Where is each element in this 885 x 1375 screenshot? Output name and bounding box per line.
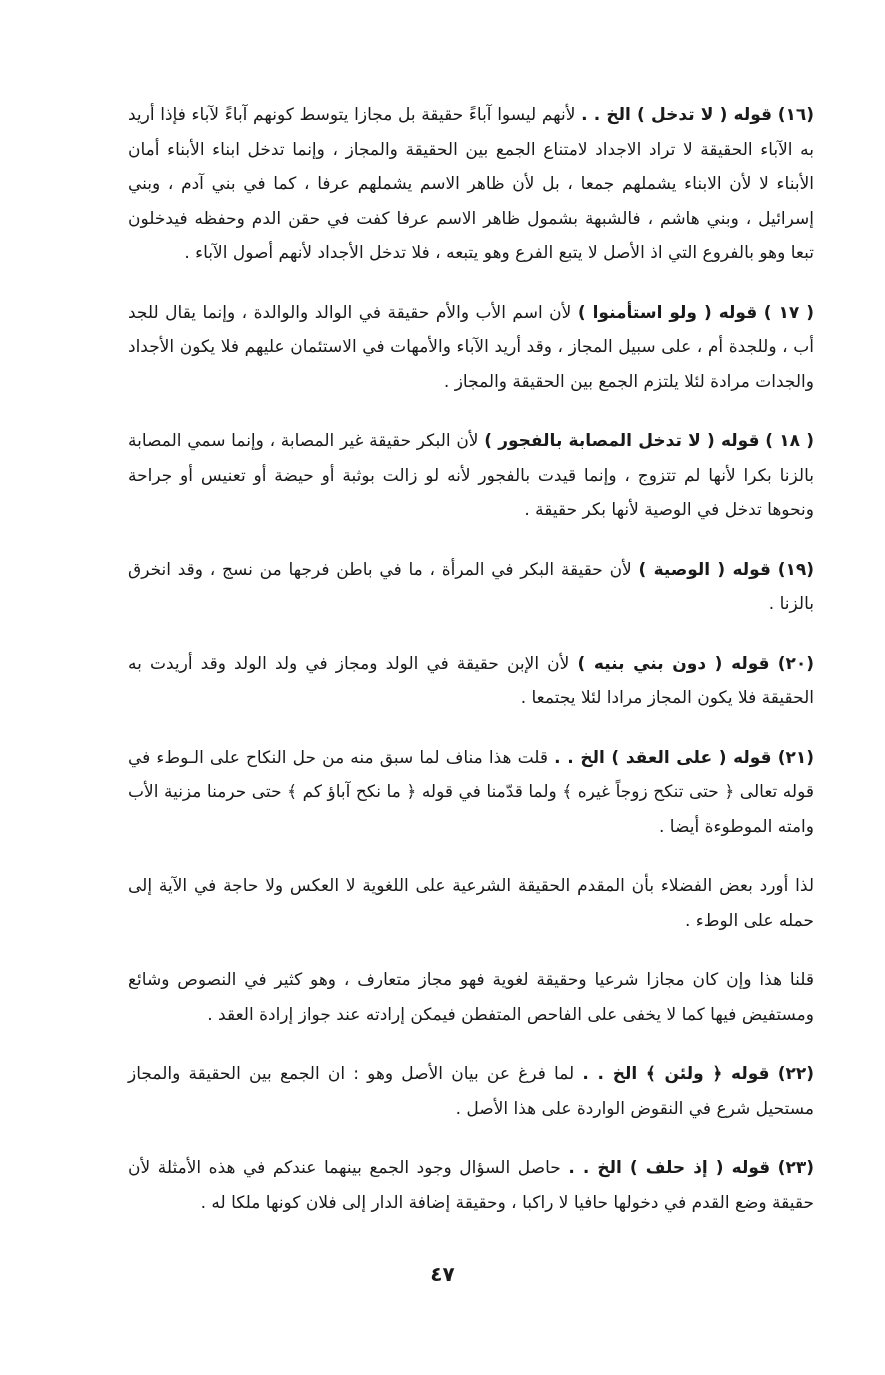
note-lead: قوله ( الوصية ) (638, 559, 771, 580)
note-lead: قوله ( ولو استأمنوا ) (577, 302, 758, 323)
note-number: (١٩) (777, 559, 815, 580)
paragraph-21 (128, 741, 814, 845)
note-lead: قوله ( دون بني بنيه ) (577, 653, 770, 674)
note-text: حاصل السؤال وجود الجمع بينهما عندكم في هذه الأمثلة لأن حقيقة وضع القدم في دخولها حافيا لا راكبا ، وحقيقة إضافة الدار إلى فلان كونها ملكا له . (128, 1158, 814, 1213)
note-lead: قوله ( لا تدخل المصابة بالفجور ) (484, 431, 760, 451)
paragraph-18 (128, 424, 814, 528)
paragraph-16 (128, 98, 814, 271)
note-text: قلت هذا مناف لما سبق منه من حل النكاح على الـوطء في قوله تعالى ﴿ حتى تنكح زوجاً غيره ﴾ ولما قدّمنا في قوله ﴿ ما نكح آباؤ كم ﴾ حتى حرمنا مزنية الأب وامته الموطوءة أيضا . (128, 747, 814, 837)
note-text: قلنا هذا وإن كان مجازا شرعيا وحقيقة لغوية فهو مجاز متعارف ، وهو كثير في النصوص وشائع ومستفيض فيها كما لا يخفى على الفاحص المتفطن فيمكن إرادته عند جواز إرادة العقد . (128, 970, 814, 1025)
note-lead: قوله ( على العقد ) الخ . . (554, 747, 772, 768)
paragraph-21-reply (128, 963, 814, 1032)
note-lead: قوله ( إذ حلف ) الخ . . (568, 1158, 771, 1178)
note-text: لأن الإبن حقيقة في الولد ومجاز في ولد الولد وقد أريدت به الحقيقة فلا يكون المجاز مرادا لئلا يجتمعا . (128, 653, 814, 708)
note-text: لأن حقيقة البكر في المرأة ، ما في باطن فرجها من نسج ، وقد انخرق بالزنا . (128, 559, 814, 614)
note-number: ( ١٨ ) (765, 431, 815, 451)
note-text: لأن البكر حقيقة غير المصابة ، وإنما سمي المصابة بالزنا بكرا لأنها لم تتزوج ، وإنما قيدت بالفجور لأنه لو زالت بوثبة أو حيضة أو تعنيس أو جراحة ونحوها تدخل في الوصية لأنها بكر حقيقة . (128, 431, 814, 520)
note-lead: قوله ( لا تدخل ) الخ . . (581, 105, 773, 125)
note-number: (١٦) (777, 105, 815, 125)
note-text: لذا أورد بعض الفضلاء بأن المقدم الحقيقة الشرعية على اللغوية لا العكس ولا حاجة في الآية إلى حمله على الوطء . (128, 876, 814, 931)
note-text: لأنهم ليسوا آباءً حقيقة بل مجازا يتوسط كونهم آباءً لآباء فإذا أريد به الآباء الحقيقة لا تراد الاجداد لامتناع الجمع بين الحقيقة والمجاز ، وإنما تدخل ابناء الأبناء أمان الأبناء لا لأن الابناء يشملهم جمعا ، بل لأن ظاهر الاسم يشملهم عرفا ، كما في بني آدم ، وبني إسرائيل ، وبني هاشم ، فالشبهة بشمول ظاهر الاسم عرفا كفت في حقن الدم وحفظه فيدخلون تبعا وهو بالفروع التي اذ الأصل لا يتبع الفرع وهو يتبعه ، فلا تدخل الأجداد لأنهم أصول الآباء . (128, 105, 814, 263)
paragraph-22 (128, 1057, 814, 1126)
note-number: (٢٠) (777, 653, 815, 674)
page-number: ٤٧ (430, 1262, 455, 1286)
paragraph-19 (128, 553, 814, 622)
note-number: ( ١٧ ) (763, 302, 815, 323)
paragraph-21-objection (128, 869, 814, 938)
paragraph-23 (128, 1151, 814, 1220)
page-body (128, 98, 814, 1245)
paragraph-20 (128, 647, 814, 716)
note-lead: قوله ﴿ ولئن ﴾ الخ . . (582, 1064, 770, 1084)
note-number: (٢٢) (777, 1064, 815, 1084)
paragraph-17 (128, 296, 814, 400)
note-text: لأن اسم الأب والأم حقيقة في الوالد والوالدة ، وإنما يقال للجد أب ، وللجدة أم ، على سبيل المجاز ، وقد أريد الآباء والأمهات في الاستئمان عليهم فلا يكون الأجداد والجدات مرادة لئلا يلتزم الجمع بين الحقيقة والمجاز . (128, 302, 814, 392)
note-number: (٢١) (777, 747, 815, 768)
note-number: (٢٣) (777, 1158, 814, 1178)
note-text: لما فرغ عن بيان الأصل وهو : ان الجمع بين الحقيقة والمجاز مستحيل شرع في النقوض الواردة على هذا الأصل . (128, 1064, 814, 1119)
